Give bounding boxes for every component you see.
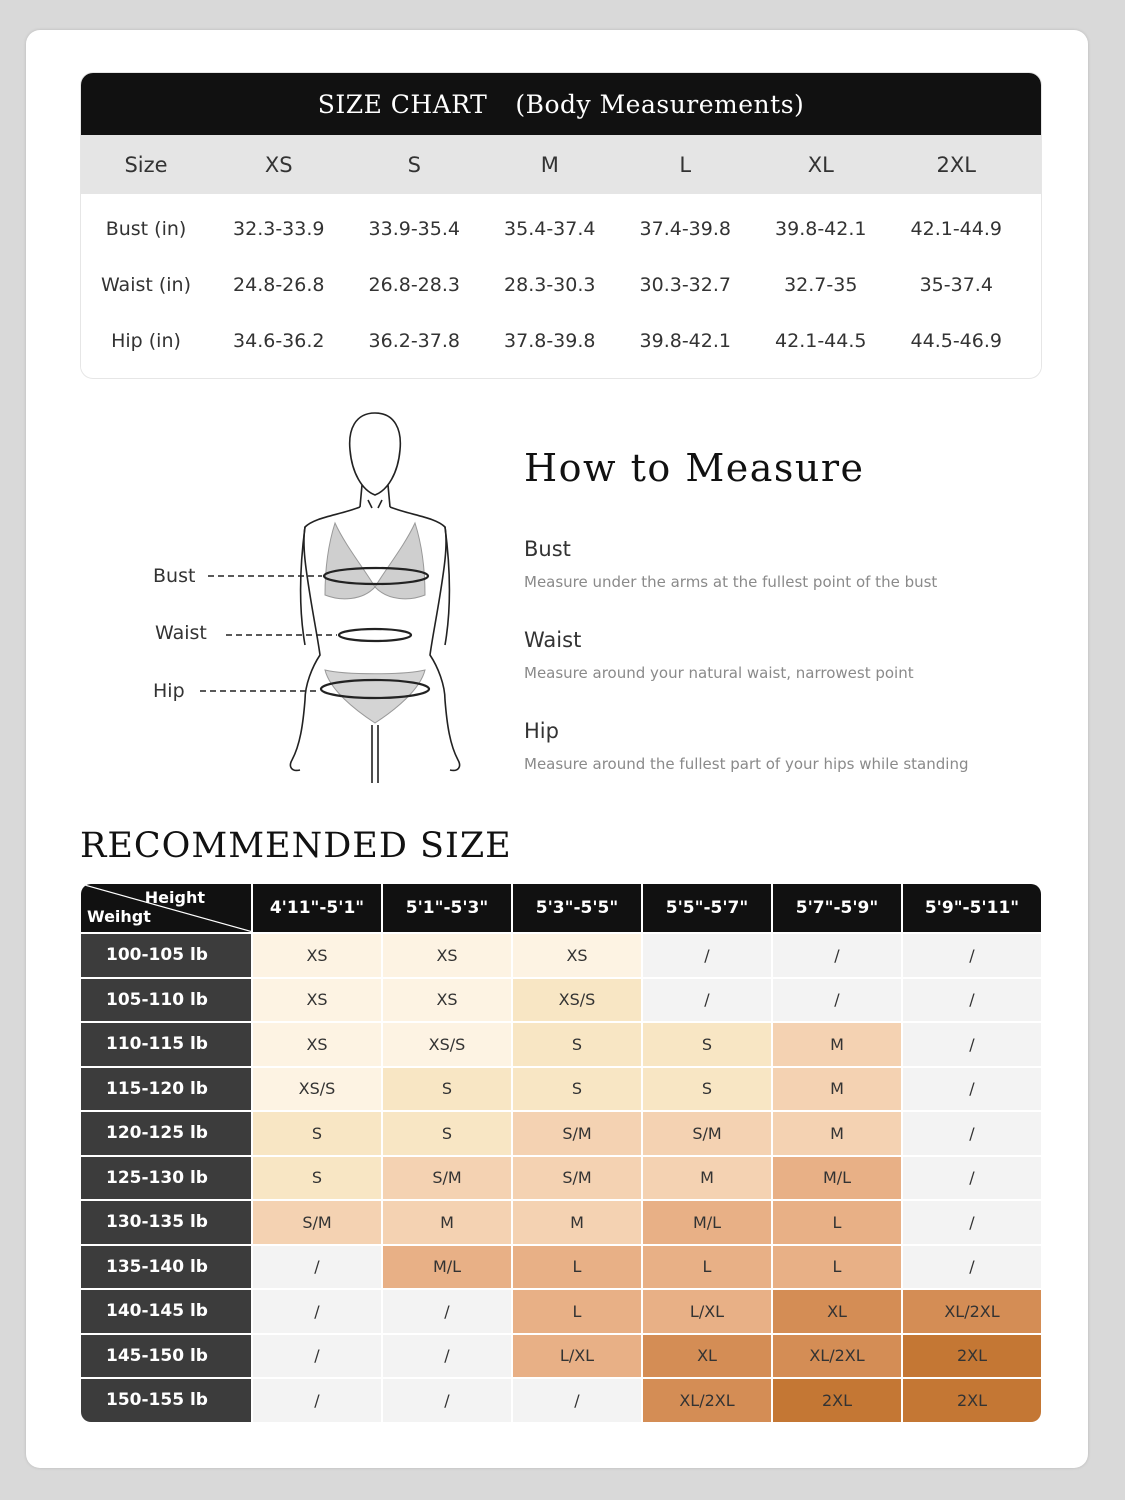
weight-label: 150-155 lb xyxy=(81,1377,253,1422)
size-cell: / xyxy=(383,1288,513,1333)
measurement-cell: 30.3-32.7 xyxy=(639,274,731,296)
measurement-cell: 42.1-44.5 xyxy=(775,330,867,352)
size-cell: S xyxy=(643,1066,773,1111)
figure-label-bust: Bust xyxy=(153,565,196,587)
size-cell: S xyxy=(383,1110,513,1155)
header-cell: XS xyxy=(264,152,293,177)
size-cell: / xyxy=(253,1244,383,1289)
recommended-size-title: RECOMMENDED SIZE xyxy=(80,826,512,866)
size-cell: / xyxy=(253,1288,383,1333)
measurement-cell: 34.6-36.2 xyxy=(233,330,325,352)
size-cell: XS/S xyxy=(383,1021,513,1066)
size-chart-header xyxy=(81,135,1041,194)
size-cell: XS xyxy=(383,977,513,1022)
size-cell: S xyxy=(513,1021,643,1066)
weight-label: 140-145 lb xyxy=(81,1288,253,1333)
size-cell: XS xyxy=(253,1021,383,1066)
size-cell: XS xyxy=(513,932,643,977)
height-header: 5'9"-5'11" xyxy=(903,884,1041,932)
size-cell: XS/S xyxy=(513,977,643,1022)
size-cell: M xyxy=(513,1199,643,1244)
corner-header xyxy=(81,884,253,932)
size-cell: S/M xyxy=(253,1199,383,1244)
corner-weight-label: Weihgt xyxy=(87,907,151,926)
size-cell: S xyxy=(643,1021,773,1066)
size-cell: 2XL xyxy=(903,1377,1041,1422)
row-label: Hip (in) xyxy=(111,330,181,352)
size-cell: / xyxy=(903,932,1041,977)
how-to-measure-title: How to Measure xyxy=(524,446,865,490)
size-cell: L xyxy=(513,1244,643,1289)
measure-item-bust xyxy=(524,537,937,591)
size-cell: S/M xyxy=(513,1155,643,1200)
measure-item-waist xyxy=(524,628,914,682)
size-cell: S xyxy=(513,1066,643,1111)
weight-label: 145-150 lb xyxy=(81,1333,253,1378)
recommended-size-table xyxy=(81,884,1041,1422)
weight-label: 110-115 lb xyxy=(81,1021,253,1066)
weight-label: 105-110 lb xyxy=(81,977,253,1022)
measurement-cell: 44.5-46.9 xyxy=(910,330,1002,352)
size-cell: S/M xyxy=(513,1110,643,1155)
size-cell: L xyxy=(773,1199,903,1244)
size-cell: / xyxy=(773,932,903,977)
size-cell: / xyxy=(253,1333,383,1378)
height-header: 5'1"-5'3" xyxy=(383,884,513,932)
measurement-cell: 39.8-42.1 xyxy=(775,218,867,240)
height-header: 5'7"-5'9" xyxy=(773,884,903,932)
height-header: 4'11"-5'1" xyxy=(253,884,383,932)
measurement-cell: 32.3-33.9 xyxy=(233,218,325,240)
size-cell: XL/2XL xyxy=(773,1333,903,1378)
measurement-cell: 28.3-30.3 xyxy=(504,274,596,296)
size-cell: M xyxy=(643,1155,773,1200)
size-cell: / xyxy=(643,932,773,977)
size-cell: 2XL xyxy=(903,1333,1041,1378)
measure-name: Hip xyxy=(524,719,559,743)
weight-label: 135-140 lb xyxy=(81,1244,253,1289)
measure-name: Bust xyxy=(524,537,571,561)
size-cell: M xyxy=(773,1110,903,1155)
size-chart-row xyxy=(81,257,1041,313)
size-cell: S/M xyxy=(643,1110,773,1155)
header-cell: Size xyxy=(124,152,168,177)
size-cell: L xyxy=(773,1244,903,1289)
size-cell: / xyxy=(513,1377,643,1422)
size-cell: M xyxy=(773,1066,903,1111)
size-cell: XL/2XL xyxy=(903,1288,1041,1333)
header-cell: L xyxy=(679,152,692,177)
height-header: 5'3"-5'5" xyxy=(513,884,643,932)
size-cell: / xyxy=(383,1377,513,1422)
recommended-grid xyxy=(81,884,1041,1422)
measure-desc: Measure around the fullest part of your hips while standing xyxy=(524,755,969,773)
size-cell: / xyxy=(643,977,773,1022)
measure-desc: Measure under the arms at the fullest point of the bust xyxy=(524,573,938,591)
size-cell: L xyxy=(513,1288,643,1333)
measurement-cell: 35-37.4 xyxy=(919,274,993,296)
size-chart-title-text: SIZE CHART xyxy=(317,89,488,119)
size-cell: / xyxy=(903,977,1041,1022)
size-cell: XS xyxy=(383,932,513,977)
weight-label: 130-135 lb xyxy=(81,1199,253,1244)
size-cell: / xyxy=(903,1244,1041,1289)
size-cell: / xyxy=(903,1021,1041,1066)
measure-name: Waist xyxy=(524,628,582,652)
corner-height-label: Height xyxy=(144,888,205,907)
size-cell: XL xyxy=(643,1333,773,1378)
size-cell: S xyxy=(253,1110,383,1155)
size-chart-subtitle: (Body Measurements) xyxy=(515,89,805,119)
size-cell: 2XL xyxy=(773,1377,903,1422)
size-cell: L xyxy=(643,1244,773,1289)
measurement-cell: 36.2-37.8 xyxy=(368,330,460,352)
size-chart-row xyxy=(81,313,1041,369)
size-cell: XS xyxy=(253,932,383,977)
body-outline-icon xyxy=(140,405,480,790)
size-chart-title xyxy=(81,73,1041,135)
size-cell: XL/2XL xyxy=(643,1377,773,1422)
measurement-cell: 32.7-35 xyxy=(784,274,858,296)
measurement-cell: 35.4-37.4 xyxy=(504,218,596,240)
size-cell: / xyxy=(253,1377,383,1422)
size-chart-body xyxy=(81,194,1041,369)
size-cell: L/XL xyxy=(513,1333,643,1378)
size-cell: / xyxy=(383,1333,513,1378)
figure-label-waist: Waist xyxy=(155,622,207,644)
measure-item-hip xyxy=(524,719,968,773)
size-cell: L/XL xyxy=(643,1288,773,1333)
size-cell: M xyxy=(383,1199,513,1244)
weight-label: 100-105 lb xyxy=(81,932,253,977)
header-cell: XL xyxy=(807,152,834,177)
measurement-cell: 39.8-42.1 xyxy=(639,330,731,352)
size-chart xyxy=(81,73,1041,378)
row-label: Bust (in) xyxy=(105,218,187,240)
size-cell: M/L xyxy=(773,1155,903,1200)
header-cell: M xyxy=(540,152,559,177)
size-cell: S xyxy=(383,1066,513,1111)
size-cell: M xyxy=(773,1021,903,1066)
figure-label-hip: Hip xyxy=(153,680,185,702)
size-cell: M/L xyxy=(383,1244,513,1289)
size-cell: / xyxy=(903,1066,1041,1111)
header-cell: S xyxy=(407,152,421,177)
size-cell: XS xyxy=(253,977,383,1022)
size-cell: XL xyxy=(773,1288,903,1333)
measurement-cell: 24.8-26.8 xyxy=(233,274,325,296)
size-cell: XS/S xyxy=(253,1066,383,1111)
size-cell: M/L xyxy=(643,1199,773,1244)
measurement-cell: 26.8-28.3 xyxy=(368,274,460,296)
size-cell: S/M xyxy=(383,1155,513,1200)
measure-desc: Measure around your natural waist, narrowest point xyxy=(524,664,914,682)
measurement-cell: 33.9-35.4 xyxy=(368,218,460,240)
weight-label: 125-130 lb xyxy=(81,1155,253,1200)
body-figure xyxy=(140,405,480,790)
measurement-cell: 37.8-39.8 xyxy=(504,330,596,352)
header-cell: 2XL xyxy=(936,152,976,177)
measurement-cell: 37.4-39.8 xyxy=(639,218,731,240)
size-chart-row xyxy=(81,201,1041,257)
size-cell: / xyxy=(903,1155,1041,1200)
size-cell: / xyxy=(773,977,903,1022)
weight-label: 115-120 lb xyxy=(81,1066,253,1111)
measurement-cell: 42.1-44.9 xyxy=(910,218,1002,240)
size-cell: / xyxy=(903,1199,1041,1244)
size-cell: / xyxy=(903,1110,1041,1155)
row-label: Waist (in) xyxy=(100,274,192,296)
size-cell: S xyxy=(253,1155,383,1200)
height-header: 5'5"-5'7" xyxy=(643,884,773,932)
weight-label: 120-125 lb xyxy=(81,1110,253,1155)
